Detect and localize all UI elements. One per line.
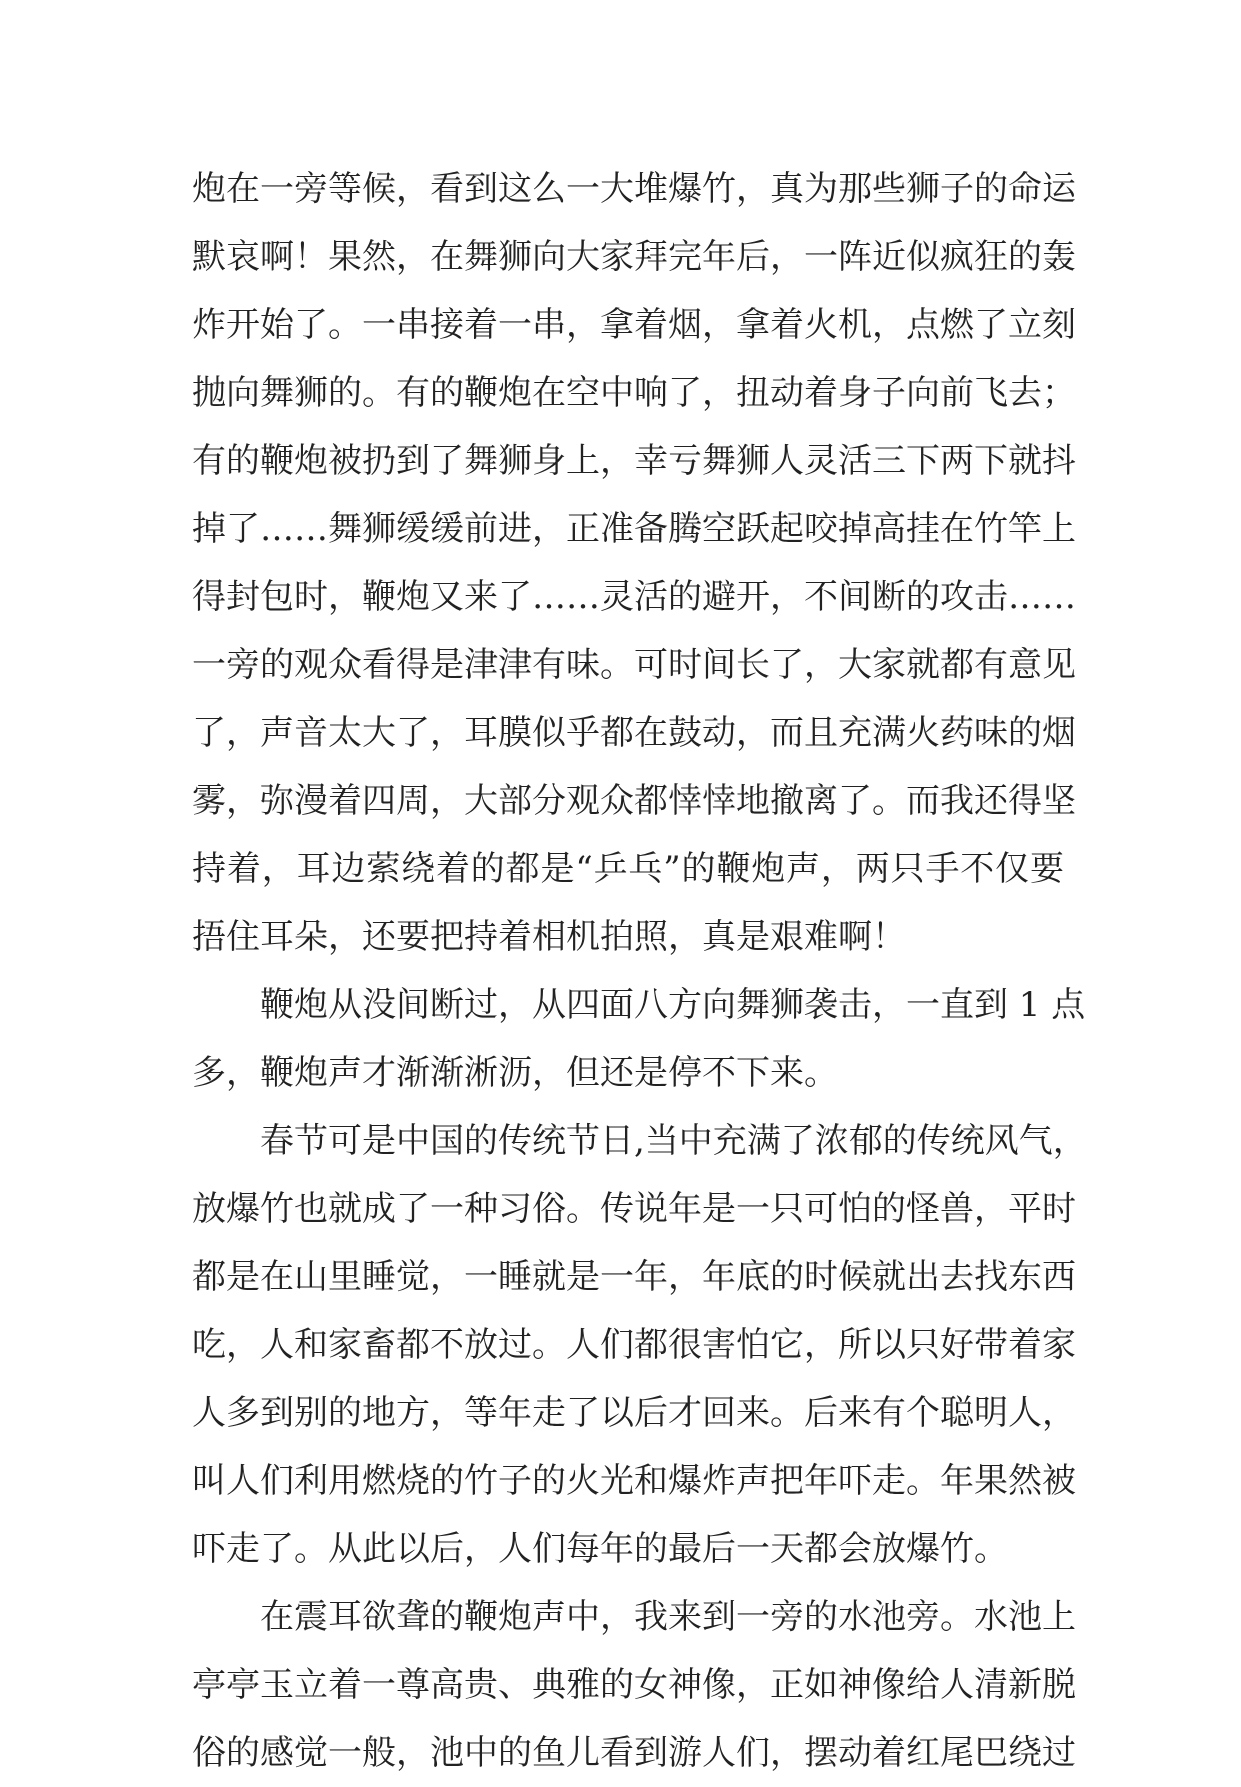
text-line: 俗的感觉一般，池中的鱼儿看到游人们，摆动着红尾巴绕过: [192, 1733, 1076, 1773]
text-line: 捂住耳朵，还要把持着相机拍照，真是艰难啊！: [192, 917, 906, 957]
text-line: 一旁的观众看得是津津有味。可时间长了，大家就都有意见: [192, 645, 1076, 685]
text-line: 人多到别的地方，等年走了以后才回来。后来有个聪明人，: [192, 1393, 1076, 1433]
text-line: 亭亭玉立着一尊高贵、典雅的女神像，正如神像给人清新脱: [192, 1665, 1076, 1705]
text-line: 有的鞭炮被扔到了舞狮身上，幸亏舞狮人灵活三下两下就抖: [192, 441, 1076, 481]
text-line: 炸开始了。一串接着一串，拿着烟，拿着火机，点燃了立刻: [192, 305, 1076, 345]
text-line: 得封包时，鞭炮又来了……灵活的避开，不间断的攻击……: [192, 577, 1076, 617]
text-line: 炮在一旁等候，看到这么一大堆爆竹，真为那些狮子的命运: [192, 169, 1076, 209]
text-line: 放爆竹也就成了一种习俗。传说年是一只可怕的怪兽，平时: [192, 1189, 1076, 1229]
text-line: 掉了……舞狮缓缓前进，正准备腾空跃起咬掉高挂在竹竿上: [192, 509, 1076, 549]
text-line: 抛向舞狮的。有的鞭炮在空中响了，扭动着身子向前飞去；: [192, 373, 1076, 413]
text-line: 都是在山里睡觉，一睡就是一年，年底的时候就出去找东西: [192, 1257, 1076, 1297]
text-line: 叫人们利用燃烧的竹子的火光和爆炸声把年吓走。年果然被: [192, 1461, 1076, 1501]
document-body: [192, 155, 1087, 1787]
text-line: 雾，弥漫着四周，大部分观众都悻悻地撤离了。而我还得坚: [192, 781, 1076, 821]
text-line: 持着，耳边萦绕着的都是“乒乓”的鞭炮声，两只手不仅要: [192, 849, 1064, 889]
text-line: 吓走了。从此以后，人们每年的最后一天都会放爆竹。: [192, 1529, 1008, 1569]
text-line: 春节可是中国的传统节日,当中充满了浓郁的传统风气，: [260, 1121, 1087, 1161]
text-line: 吃，人和家畜都不放过。人们都很害怕它，所以只好带着家: [192, 1325, 1076, 1365]
text-line: 在震耳欲聋的鞭炮声中，我来到一旁的水池旁。水池上: [260, 1597, 1076, 1637]
text-line: 多，鞭炮声才渐渐淅沥，但还是停不下来。: [192, 1053, 838, 1093]
text-line: 了，声音太大了，耳膜似乎都在鼓动，而且充满火药味的烟: [192, 713, 1076, 753]
text-line: 鞭炮从没间断过，从四面八方向舞狮袭击，一直到 1 点: [260, 985, 1086, 1025]
text-line: 默哀啊！果然，在舞狮向大家拜完年后，一阵近似疯狂的轰: [192, 237, 1076, 277]
